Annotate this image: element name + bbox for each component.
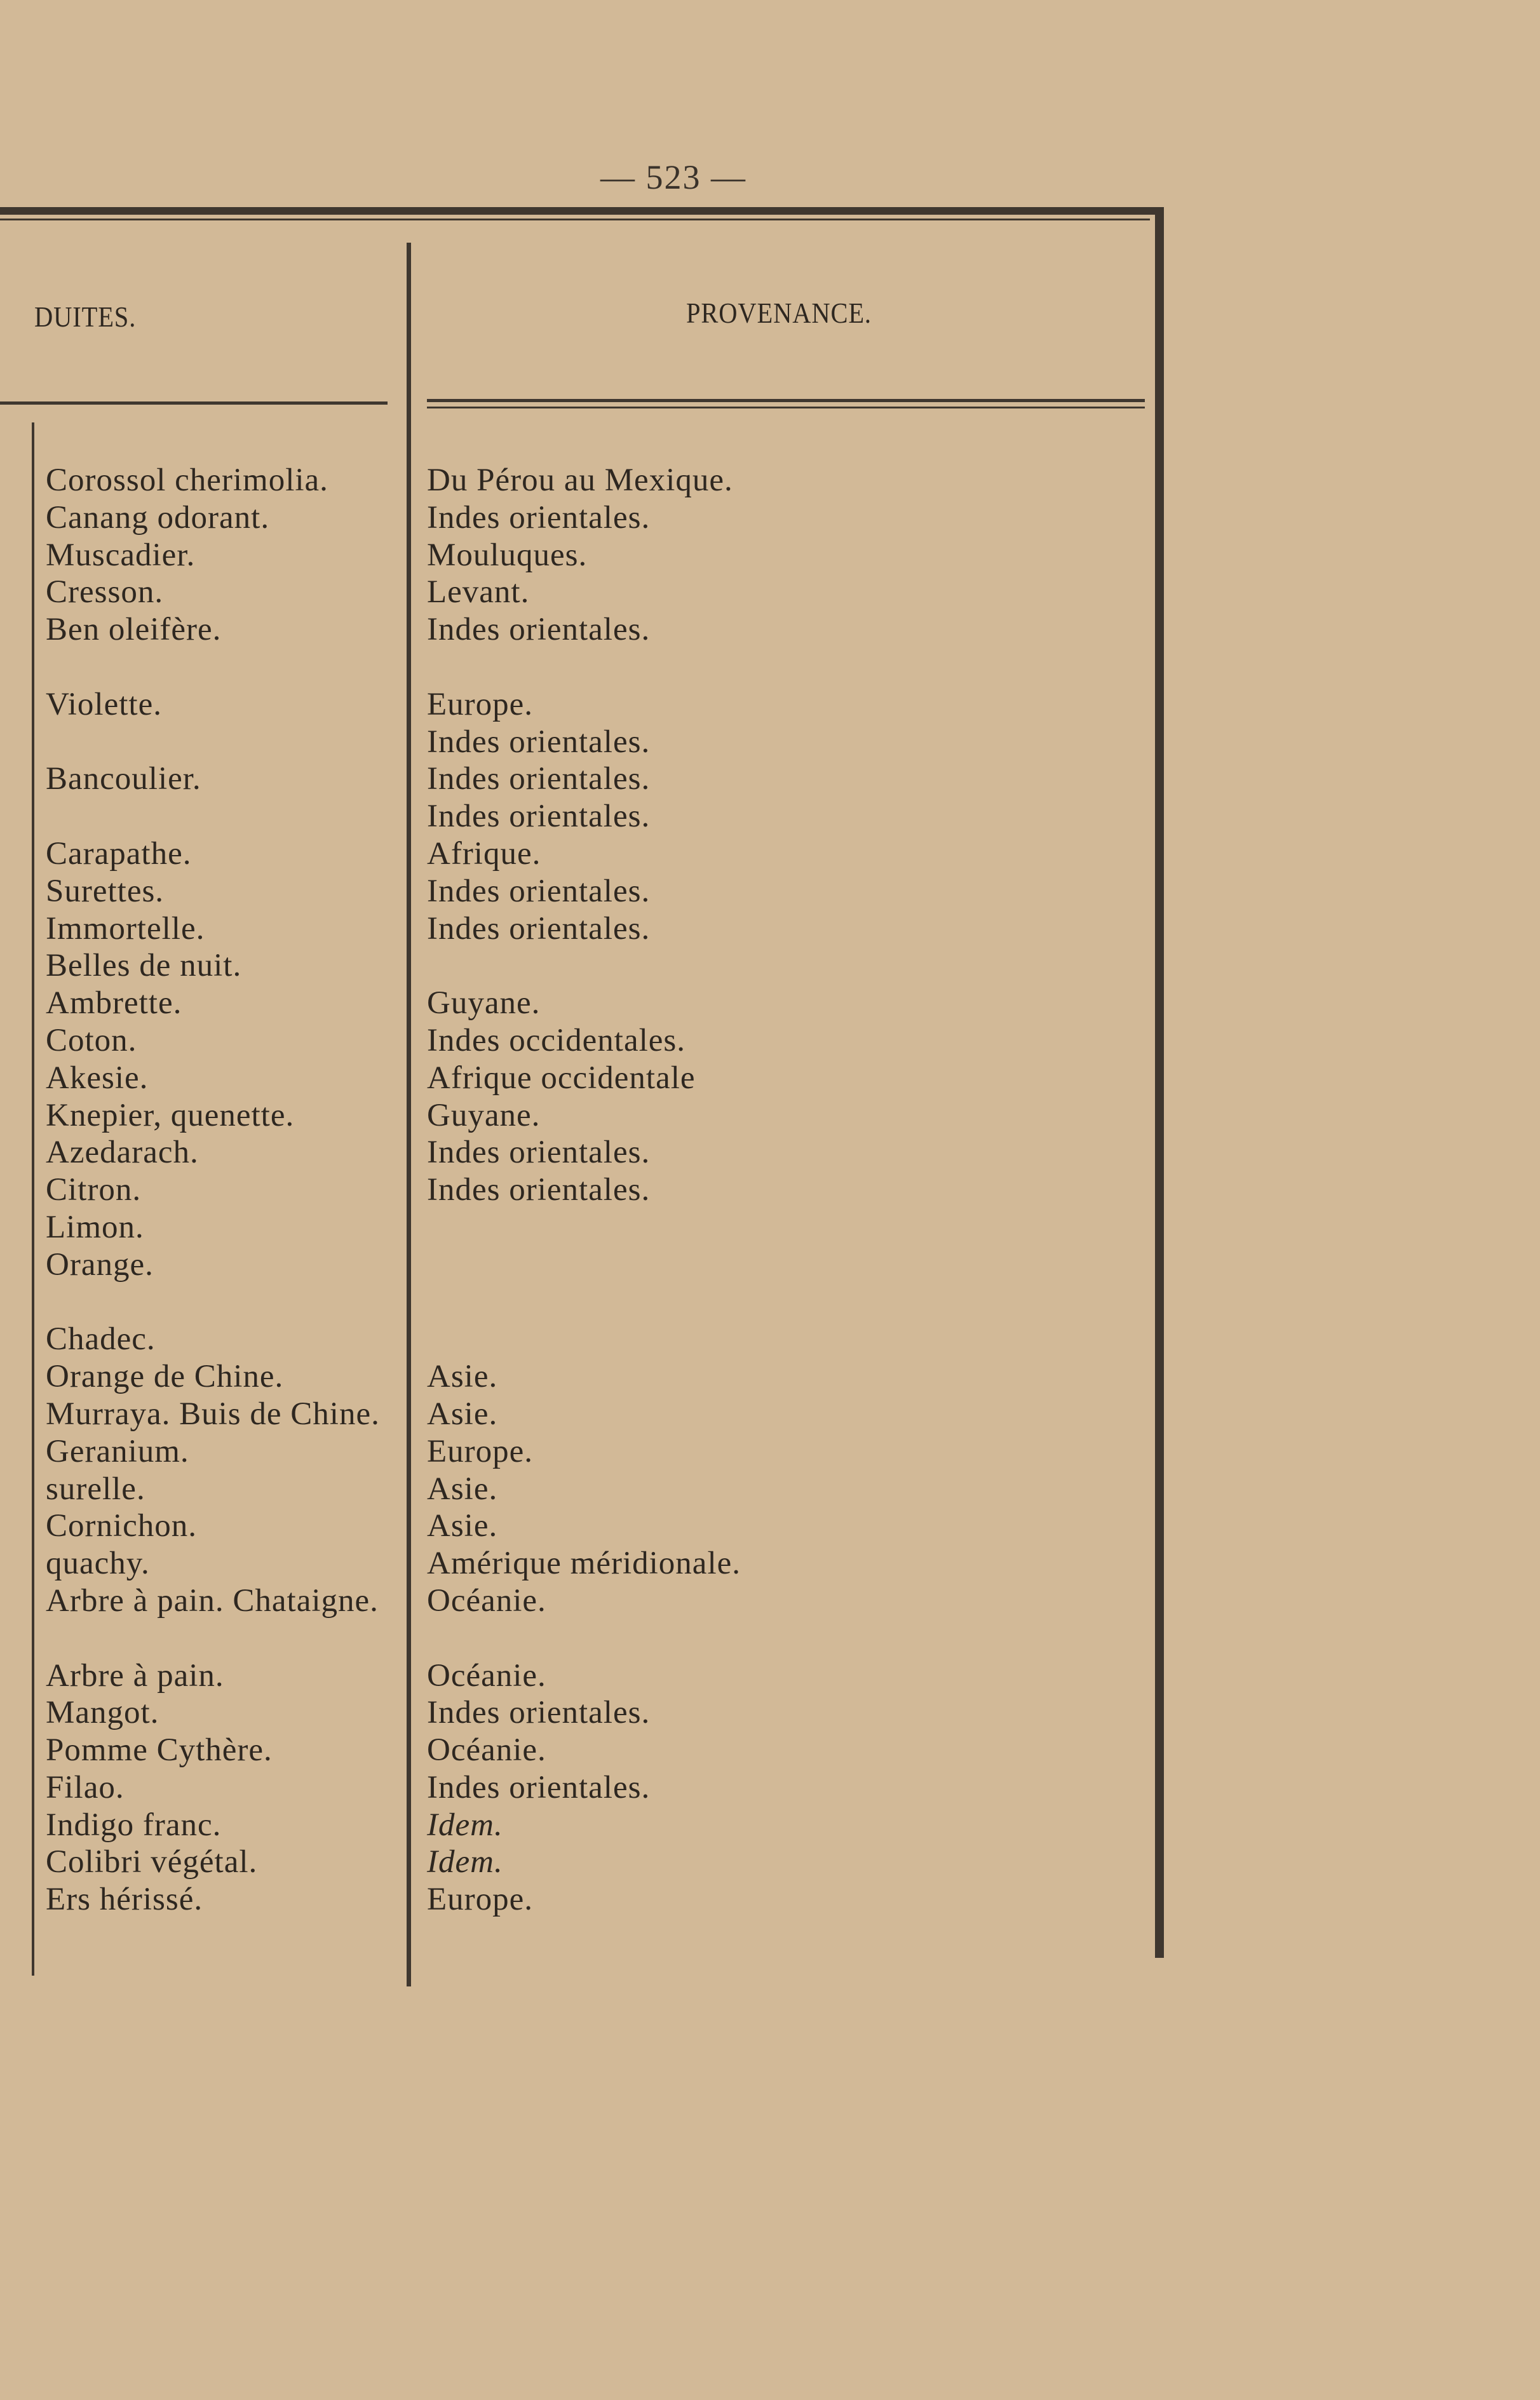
provenance-entry: Du Pérou au Mexique. [427,462,733,498]
product-entry [46,724,380,761]
table-right-border [1155,207,1164,1958]
provenance-entry [427,649,741,686]
product-entry [46,649,380,686]
product-entry: Immortelle. [46,910,205,947]
product-entry: Violette. [46,686,162,722]
product-entry: Bancoulier. [46,761,201,797]
provenance-entry: Europe. [427,686,534,722]
provenance-entry [427,1246,741,1284]
provenance-entry: Asie. [427,1359,498,1395]
provenance-entry [427,1209,741,1246]
provenance-entry: Asie. [427,1396,498,1432]
product-entry: Chadec. [46,1321,156,1358]
product-entry: Knepier, quenette. [46,1097,295,1133]
header-duites: DUITES. [34,300,137,333]
product-entry: Ambrette. [46,985,182,1021]
provenance-entry: Levant. [427,574,530,610]
table-top-rule-thin [0,219,1150,220]
provenance-entry: Asie. [427,1471,498,1507]
header-rule-right-thin [427,407,1145,408]
product-entry: Arbre à pain. [46,1657,224,1694]
product-entry: Ben oleifère. [46,612,222,648]
provenance-entry: Afrique. [427,835,541,872]
provenance-entry: Europe. [427,1433,534,1469]
page-number: — 523 — [600,158,746,196]
product-entry: Corossol cherimolia. [46,462,328,498]
left-column [46,462,380,1918]
product-entry: Ers hérissé. [46,1882,203,1918]
product-entry: Citron. [46,1172,142,1208]
provenance-entry [427,1321,741,1358]
provenance-entry: Indes orientales. [427,873,651,909]
product-entry: quachy. [46,1546,150,1582]
product-entry: Murraya. Buis de Chine. [46,1396,380,1432]
provenance-entry [427,947,741,985]
header-provenance: PROVENANCE. [686,297,872,329]
provenance-entry: Océanie. [427,1657,546,1694]
table-top-rule [0,207,1160,215]
product-entry: Colibri végétal. [46,1844,258,1880]
product-entry: Surettes. [46,873,165,909]
product-entry: Indigo franc. [46,1807,222,1843]
provenance-entry: Océanie. [427,1582,546,1619]
provenance-entry: Guyane. [427,1097,541,1133]
product-entry: Arbre à pain. Chataigne. [46,1582,379,1619]
provenance-entry [427,1620,741,1657]
provenance-entry: Indes orientales. [427,1695,651,1731]
provenance-entry: Asie. [427,1508,498,1544]
header-rule-right [427,399,1145,402]
provenance-entry [427,1284,741,1321]
product-entry [46,1284,380,1321]
product-entry: Coton. [46,1022,137,1058]
left-margin-rule [32,422,34,1976]
product-entry [46,798,380,835]
product-entry: Cresson. [46,574,164,610]
product-entry: Pomme Cythère. [46,1732,273,1769]
provenance-entry: Guyane. [427,985,541,1021]
provenance-entry: Indes orientales. [427,499,651,536]
provenance-entry: Indes orientales. [427,1135,651,1171]
product-entry: Orange de Chine. [46,1359,284,1395]
product-entry: surelle. [46,1471,145,1507]
product-entry: Orange. [46,1246,154,1283]
product-entry: Filao. [46,1769,125,1805]
provenance-entry: Afrique occidentale [427,1060,696,1096]
provenance-entry: Indes orientales. [427,910,651,947]
provenance-entry: Idem. [427,1844,503,1880]
product-entry: Canang odorant. [46,499,270,536]
provenance-entry: Indes orientales. [427,1172,651,1208]
provenance-entry: Océanie. [427,1732,546,1769]
product-entry: Mangot. [46,1695,159,1731]
product-entry: Limon. [46,1209,144,1245]
provenance-entry: Mouluques. [427,537,588,573]
product-entry: Belles de nuit. [46,948,242,984]
provenance-entry: Indes occidentales. [427,1022,686,1058]
provenance-entry: Indes orientales. [427,1769,651,1805]
provenance-entry: Indes orientales. [427,724,651,760]
product-entry: Carapathe. [46,835,192,872]
product-entry: Geranium. [46,1433,189,1469]
right-column [427,462,741,1918]
product-entry [46,1620,380,1657]
provenance-entry: Europe. [427,1882,534,1918]
provenance-entry: Indes orientales. [427,612,651,648]
product-entry: Muscadier. [46,537,196,573]
provenance-entry: Amérique méridionale. [427,1546,741,1582]
column-divider [407,243,411,1986]
product-entry: Azedarach. [46,1135,199,1171]
header-rule-left [0,401,388,405]
product-entry: Cornichon. [46,1508,198,1544]
product-entry: Akesie. [46,1060,149,1096]
provenance-entry: Indes orientales. [427,761,651,797]
provenance-entry: Idem. [427,1807,503,1843]
provenance-entry: Indes orientales. [427,799,651,835]
